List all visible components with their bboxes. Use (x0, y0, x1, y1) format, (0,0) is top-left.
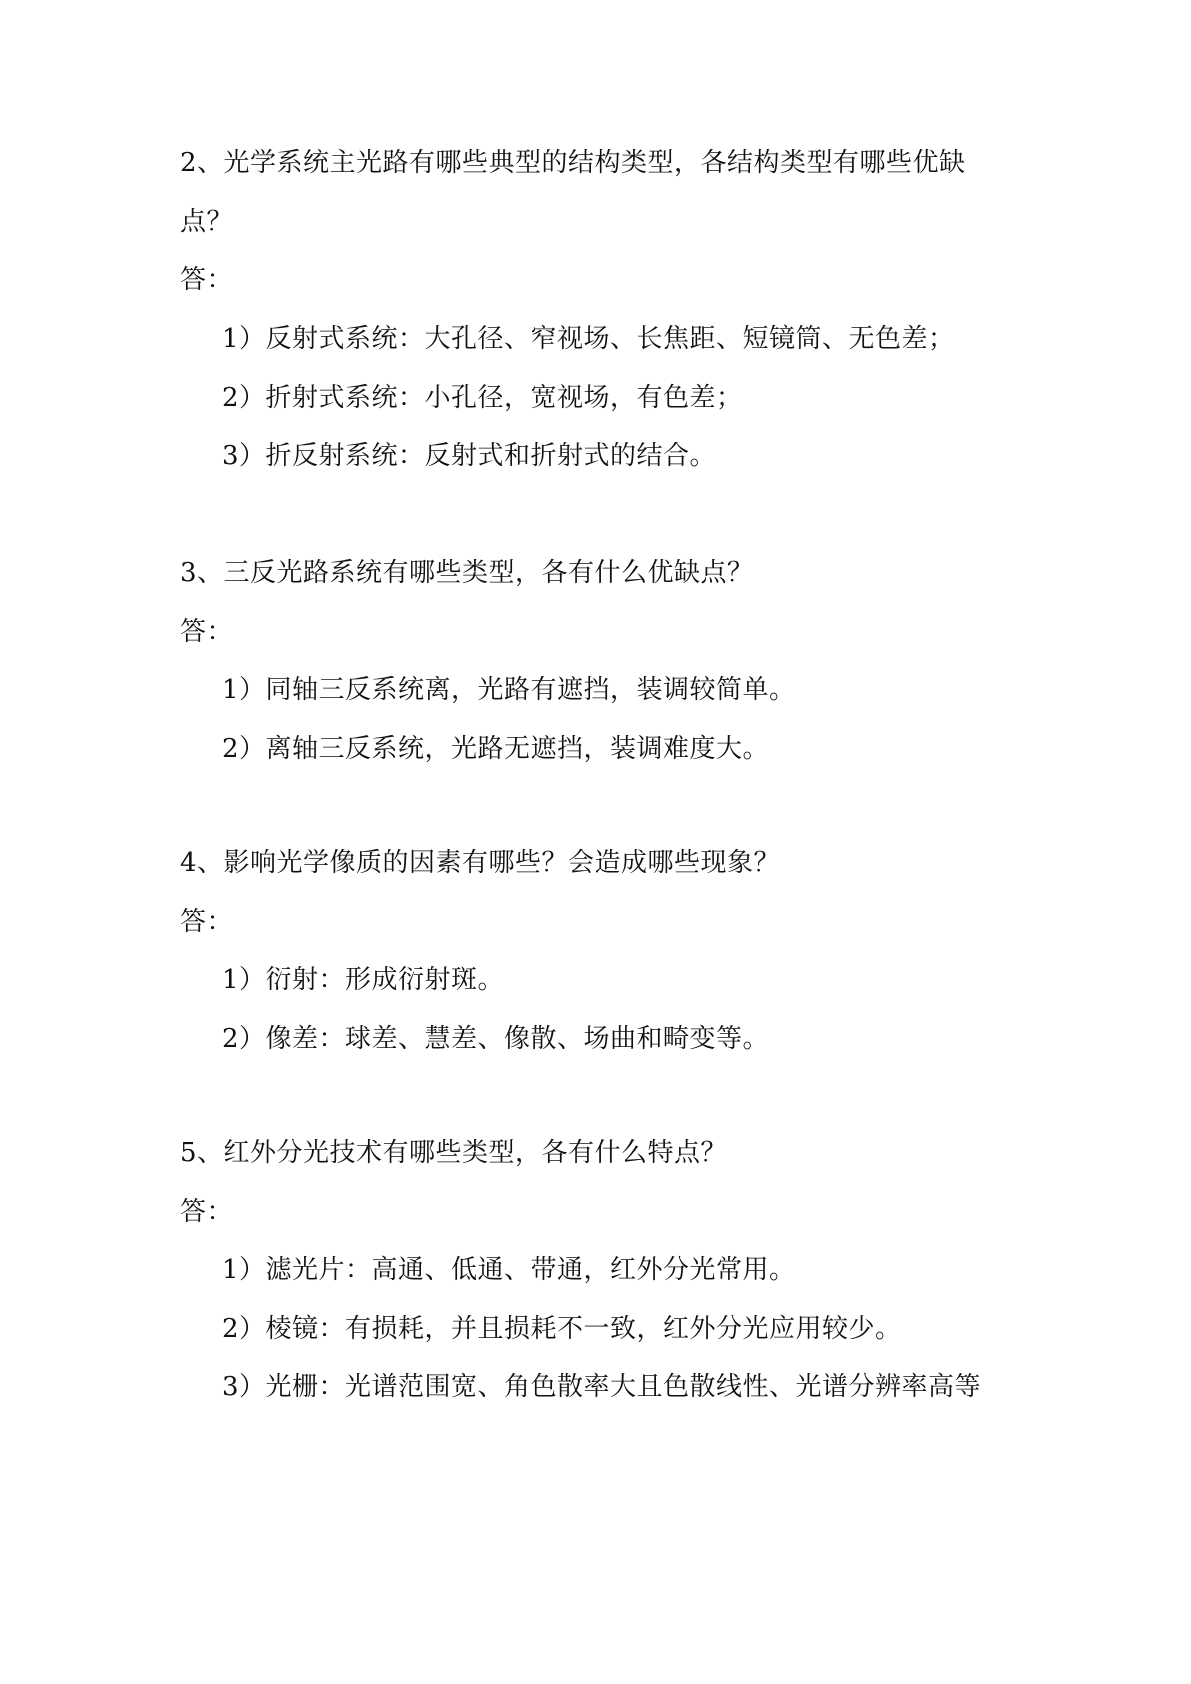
answer-3-item-2: 2）离轴三反系统，光路无遮挡，装调难度大。 (222, 734, 770, 764)
answer-label-4: 答： (180, 907, 234, 937)
question-3-line-1: 3、三反光路系统有哪些类型，各有什么优缺点？ (180, 558, 754, 588)
answer-2-item-3: 3）折反射系统：反射式和折射式的结合。 (222, 441, 717, 471)
answer-2-item-1: 1）反射式系统：大孔径、窄视场、长焦距、短镜筒、无色差； (222, 324, 955, 354)
answer-label-3: 答： (180, 617, 234, 647)
question-2-line-1: 2、光学系统主光路有哪些典型的结构类型，各结构类型有哪些优缺 (180, 148, 966, 178)
answer-4-item-1: 1）衍射：形成衍射斑。 (222, 965, 505, 995)
question-5-line-1: 5、红外分光技术有哪些类型，各有什么特点？ (180, 1138, 728, 1168)
answer-label-2: 答： (180, 265, 234, 295)
answer-5-item-2: 2）棱镜：有损耗，并且损耗不一致，红外分光应用较少。 (222, 1314, 902, 1344)
answer-4-item-2: 2）像差：球差、慧差、像散、场曲和畸变等。 (222, 1024, 770, 1054)
answer-2-item-2: 2）折射式系统：小孔径，宽视场，有色差； (222, 383, 743, 413)
answer-label-5: 答： (180, 1197, 234, 1227)
answer-3-item-1: 1）同轴三反系统离，光路有遮挡，装调较简单。 (222, 675, 796, 705)
answer-5-item-1: 1）滤光片：高通、低通、带通，红外分光常用。 (222, 1255, 796, 1285)
question-2-line-2: 点？ (180, 207, 234, 237)
question-4-line-1: 4、影响光学像质的因素有哪些？会造成哪些现象？ (180, 848, 781, 878)
answer-5-item-3: 3）光栅：光谱范围宽、角色散率大且色散线性、光谱分辨率高等 (222, 1372, 982, 1402)
